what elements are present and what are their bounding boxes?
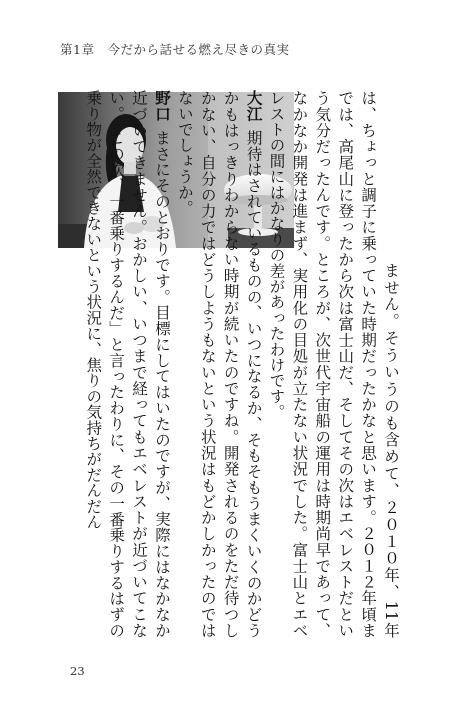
page-number: 23 [70, 664, 85, 678]
paragraph-2 [173, 90, 265, 638]
paragraph-1-text: ません。そういうのも含めて、２０１０年、11年は、ちょっと調子に乗っていた時期だったかなと思います。２０１２年頃までは、高尾山に登ったから次は富士山だ、そしてその次はエベレストだという気分だったんです。ところが、次世代宇宙船の運用は時期尚早であって、なかなか開発は進まず、実用化の目処が立たない状況でした。富士山とエベレストの間にはかなりの差があったわけです。 [267, 90, 400, 638]
speaker-label: 大江 [244, 90, 263, 122]
paragraph-3-text: まさにそのとおりです。目標にしてはいたのですが、実際にはなかなか近づいてきません。おかしい、いつまで経ってもエベレストが近づいてこない。「この次、一番乗りするんだ」と言ったわりに、その一番乗りするはずの乗り物が全然できないという状況に、焦りの気持ちがだんだん [84, 90, 171, 638]
paragraph-3 [81, 90, 173, 638]
running-head: 第1章 今だから話せる燃え尽きの真実 [60, 42, 290, 57]
body-text [62, 90, 402, 638]
paragraph-1 [265, 90, 402, 638]
paragraph-2-text: 期待はされているものの、いつになるか、そもそもうまくいくのかどうかもはっきりわからない時期が続いたのですね。開発されるのをただ待つしかない、自分の力ではどうしようもないという状況はもどかしかったのではないでしょうか。 [175, 90, 263, 638]
speaker-label: 野口 [152, 90, 171, 122]
